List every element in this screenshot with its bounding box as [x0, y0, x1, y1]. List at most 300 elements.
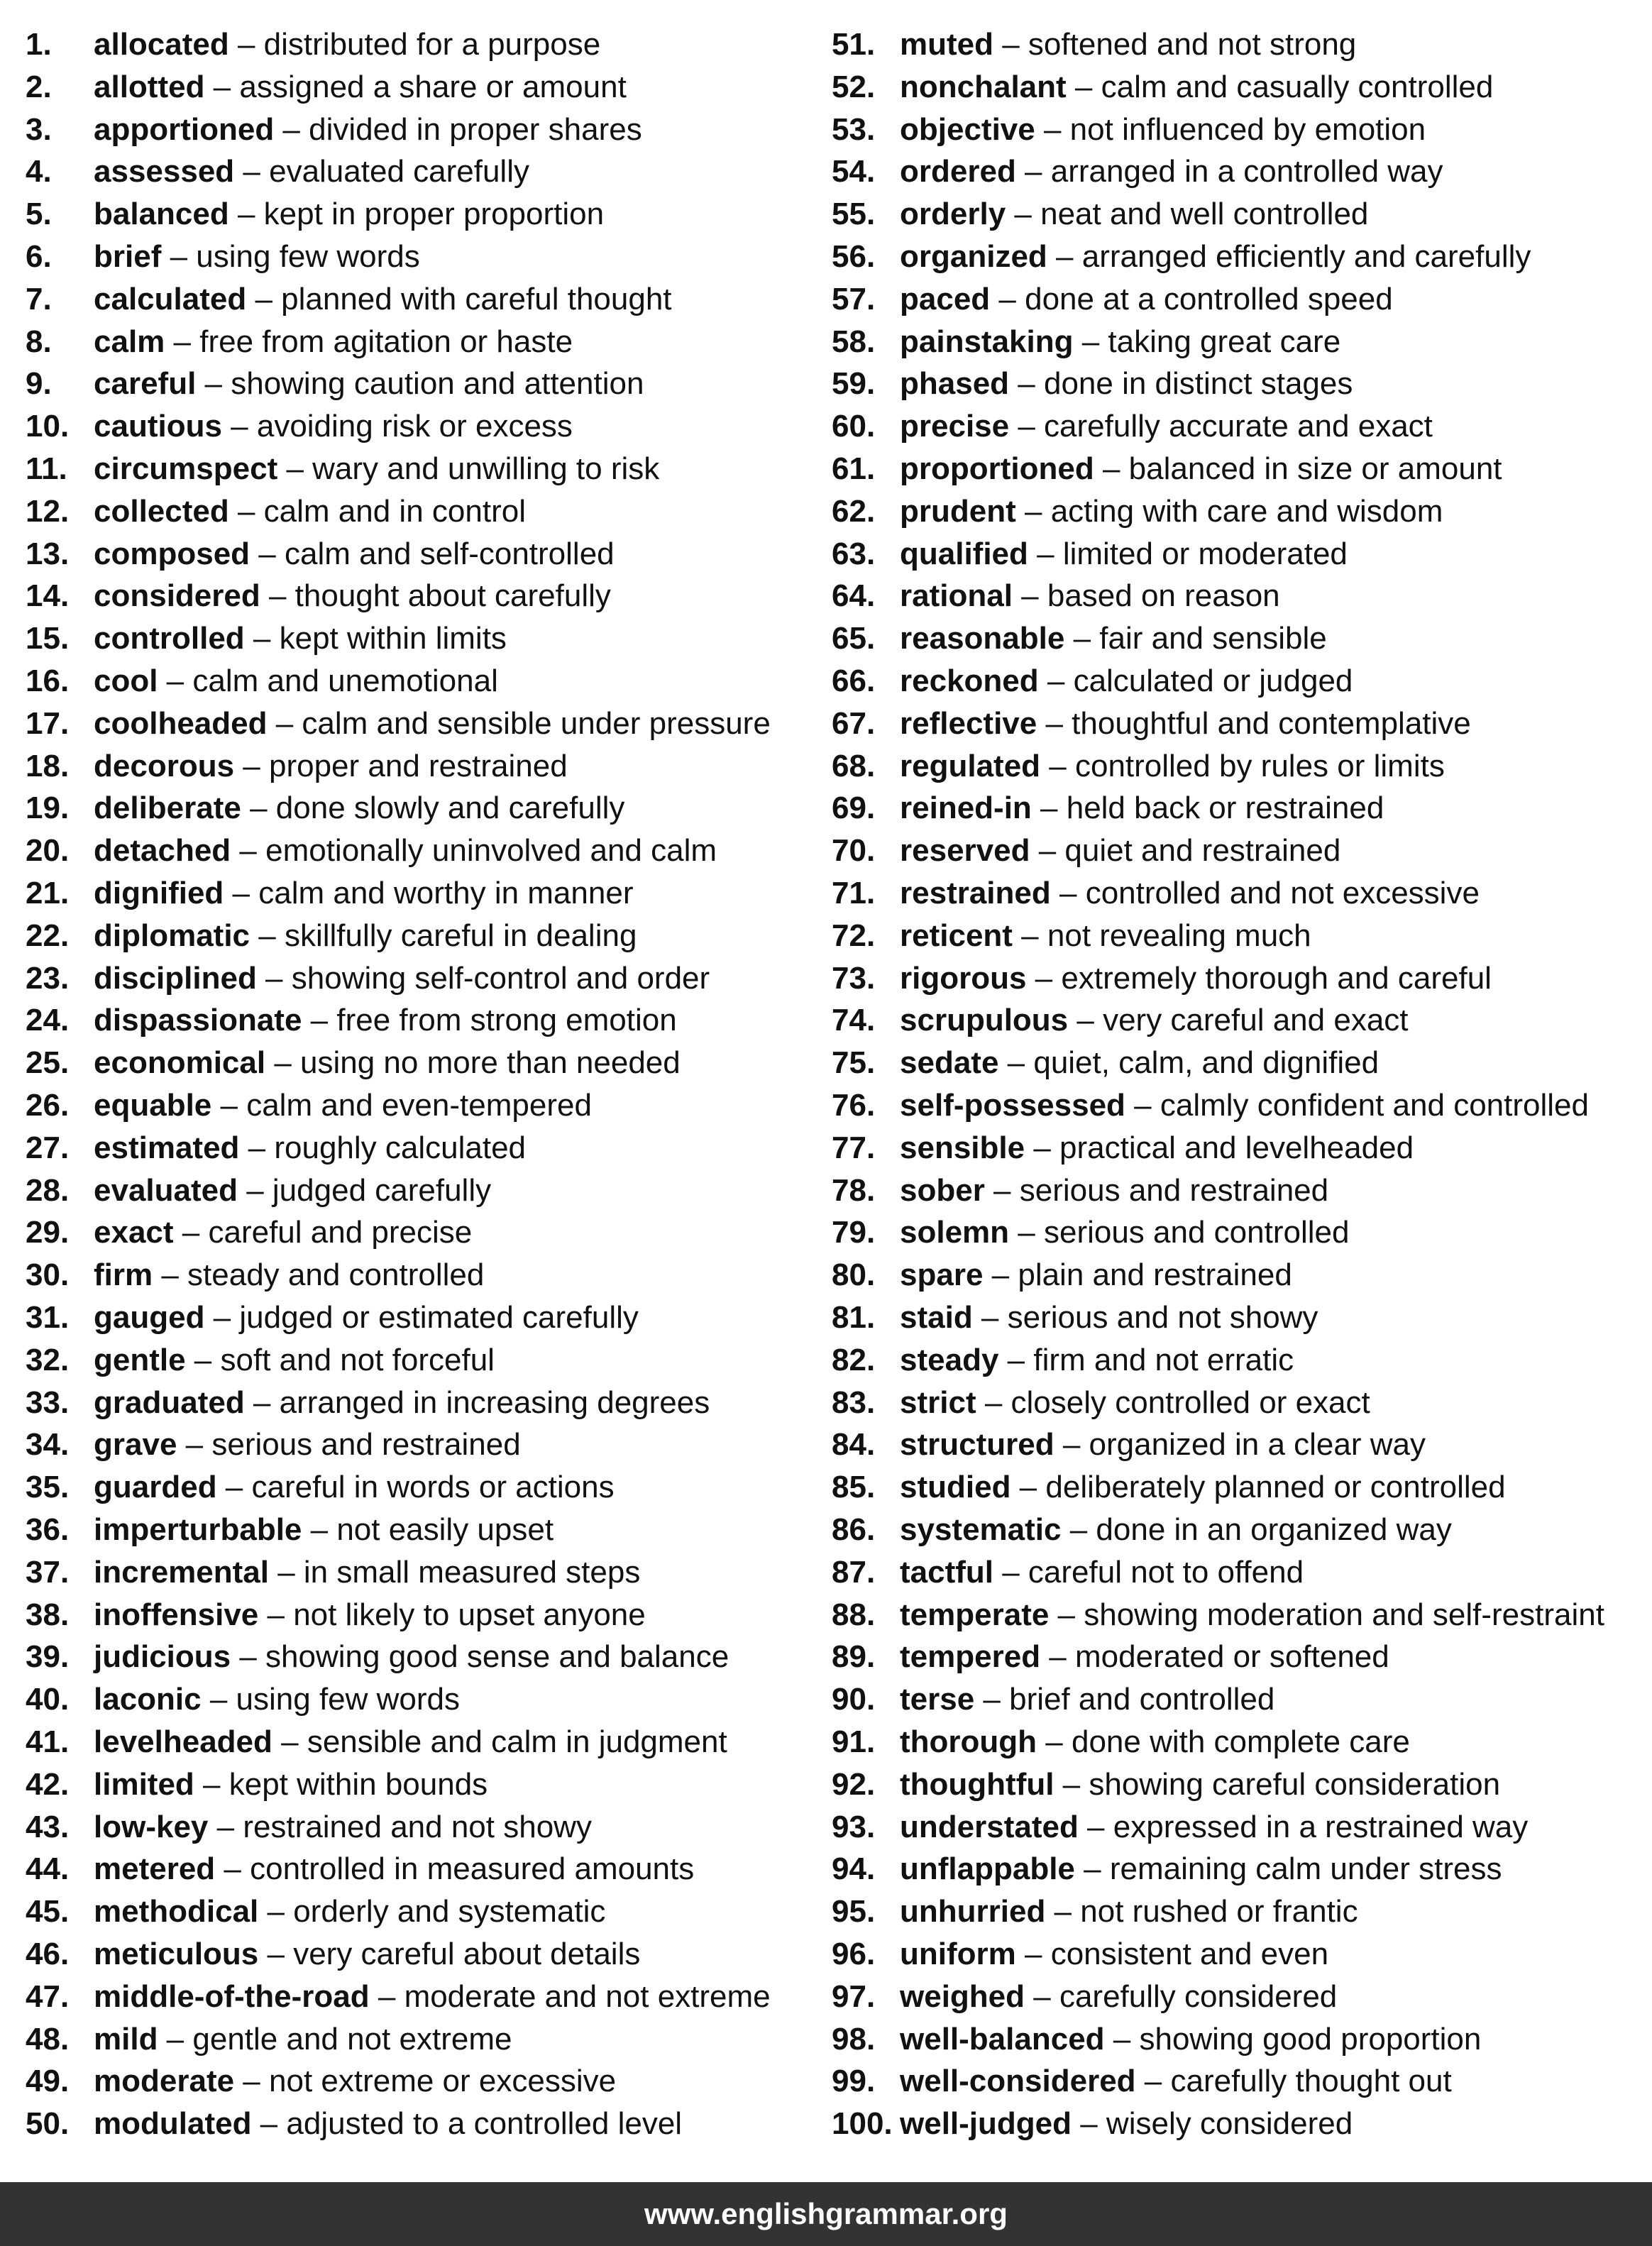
item-word: objective: [900, 111, 1035, 147]
item-separator: –: [267, 705, 302, 741]
item-word: gentle: [94, 1342, 186, 1377]
list-item: [26, 703, 771, 745]
item-separator: –: [972, 1300, 1008, 1335]
item-separator: –: [265, 1045, 301, 1081]
list-item: [832, 405, 1433, 448]
list-item: [26, 1211, 472, 1254]
item-definition: not extreme or excessive: [269, 2064, 617, 2099]
item-definition: expressed in a restrained way: [1113, 1809, 1529, 1844]
item-number: 62.: [832, 493, 876, 529]
item-definition: plain and restrained: [1018, 1257, 1292, 1293]
item-definition: done with complete care: [1071, 1724, 1410, 1759]
list-item: [26, 787, 624, 830]
item-number: 7.: [26, 281, 52, 316]
item-number: 26.: [26, 1088, 70, 1123]
item-number: 98.: [832, 2021, 876, 2057]
item-word: evaluated: [94, 1172, 238, 1208]
item-separator: –: [984, 1172, 1020, 1208]
item-number: 74.: [832, 1003, 876, 1038]
item-word: limited: [94, 1766, 194, 1802]
item-definition: carefully accurate and exact: [1044, 409, 1433, 444]
item-definition: emotionally uninvolved and calm: [265, 833, 717, 869]
item-definition: showing good proportion: [1139, 2021, 1482, 2057]
item-number: 64.: [832, 578, 876, 614]
item-separator: –: [1040, 748, 1075, 783]
item-definition: done in distinct stages: [1043, 366, 1353, 402]
item-word: qualified: [900, 536, 1028, 571]
item-definition: not influenced by emotion: [1069, 111, 1426, 147]
item-definition: gentle and not extreme: [192, 2021, 512, 2057]
item-separator: –: [1009, 366, 1044, 402]
list-item: [832, 1127, 1414, 1169]
list-item: [26, 1127, 526, 1169]
item-number: 77.: [832, 1130, 876, 1165]
item-number: 96.: [832, 1937, 876, 1971]
item-number: 37.: [26, 1554, 70, 1590]
item-number: 95.: [832, 1894, 876, 1930]
item-number: 22.: [26, 918, 70, 953]
item-number: 89.: [832, 1639, 876, 1675]
item-number: 56.: [832, 239, 876, 274]
list-item: [26, 109, 642, 151]
item-definition: moderate and not extreme: [404, 1978, 771, 2014]
item-number: 6.: [26, 239, 52, 274]
item-definition: extremely thorough and careful: [1061, 960, 1492, 996]
item-separator: –: [244, 1385, 280, 1420]
item-word: composed: [94, 536, 250, 571]
item-definition: showing caution and attention: [231, 366, 644, 402]
item-number: 27.: [26, 1130, 70, 1165]
item-word: coolheaded: [94, 705, 268, 741]
item-separator: –: [1015, 154, 1051, 189]
item-separator: –: [1104, 2021, 1140, 2057]
item-definition: organized in a clear way: [1089, 1427, 1426, 1463]
item-number: 70.: [832, 833, 876, 869]
item-number: 8.: [26, 324, 52, 359]
item-word: circumspect: [94, 451, 278, 486]
list-item: [832, 1763, 1500, 1806]
item-separator: –: [158, 664, 193, 698]
item-definition: not revealing much: [1047, 918, 1311, 953]
item-number: 31.: [26, 1300, 70, 1335]
item-separator: –: [1025, 1130, 1060, 1165]
item-separator: –: [231, 1639, 266, 1675]
item-word: terse: [900, 1682, 975, 1717]
list-item: [832, 575, 1280, 617]
item-number: 53.: [832, 111, 876, 147]
list-item: [832, 1169, 1328, 1212]
list-item: [832, 617, 1327, 660]
item-number: 93.: [832, 1809, 876, 1844]
item-number: 47.: [26, 1978, 70, 2014]
item-separator: –: [251, 2106, 287, 2142]
item-number: 38.: [26, 1597, 70, 1632]
list-item: [26, 405, 573, 448]
item-word: studied: [900, 1470, 1011, 1505]
item-number: 33.: [26, 1385, 70, 1420]
footer-url: www.englishgrammar.org: [644, 2197, 1008, 2230]
list-item: [26, 66, 627, 109]
item-number: 45.: [26, 1894, 70, 1930]
item-separator: –: [1078, 1809, 1113, 1844]
item-word: systematic: [900, 1512, 1062, 1547]
item-separator: –: [173, 1215, 209, 1250]
item-number: 97.: [832, 1978, 876, 2014]
item-word: meticulous: [94, 1937, 259, 1971]
item-word: regulated: [900, 748, 1041, 783]
list-item: [26, 490, 526, 533]
item-definition: in small measured steps: [303, 1554, 641, 1590]
item-number: 9.: [26, 366, 52, 402]
item-separator: –: [1066, 69, 1101, 104]
list-item: [832, 23, 1356, 66]
item-separator: –: [1040, 1639, 1075, 1675]
item-word: metered: [94, 1851, 216, 1887]
item-separator: –: [1035, 111, 1070, 147]
list-item: [832, 2060, 1452, 2103]
item-definition: kept within bounds: [228, 1766, 488, 1802]
item-separator: –: [990, 281, 1025, 316]
item-word: brief: [94, 239, 162, 274]
item-separator: –: [1011, 1470, 1046, 1505]
item-number: 67.: [832, 705, 876, 741]
item-definition: arranged in increasing degrees: [279, 1385, 710, 1420]
item-number: 94.: [832, 1851, 876, 1887]
list-item: [26, 150, 529, 193]
list-item: [26, 660, 498, 703]
item-definition: judged or estimated carefully: [239, 1300, 639, 1335]
list-item: [832, 745, 1445, 788]
item-number: 19.: [26, 791, 70, 826]
item-number: 83.: [832, 1385, 876, 1420]
list-item: [26, 1763, 488, 1806]
item-definition: showing moderation and self-restraint: [1084, 1597, 1604, 1632]
item-definition: using few words: [236, 1682, 461, 1717]
item-word: uniform: [900, 1937, 1016, 1971]
item-definition: avoiding risk or excess: [256, 409, 573, 444]
list-item: [26, 1424, 521, 1466]
item-word: collected: [94, 493, 229, 529]
item-word: methodical: [94, 1894, 259, 1930]
item-number: 65.: [832, 621, 876, 656]
item-number: 63.: [832, 536, 876, 571]
list-item: [26, 999, 677, 1042]
item-definition: adjusted to a controlled level: [286, 2106, 683, 2142]
list-item: [26, 915, 637, 957]
item-number: 10.: [26, 409, 70, 444]
list-item: [26, 957, 710, 1000]
item-word: diplomatic: [94, 918, 250, 953]
item-word: tempered: [900, 1639, 1041, 1675]
item-word: well-balanced: [900, 2021, 1105, 2057]
item-separator: –: [1061, 1512, 1096, 1547]
item-definition: done at a controlled speed: [1025, 281, 1393, 316]
item-separator: –: [1012, 918, 1047, 953]
item-word: mild: [94, 2021, 158, 2057]
item-word: firm: [94, 1257, 153, 1293]
item-word: reasonable: [900, 621, 1065, 656]
item-number: 81.: [832, 1300, 876, 1335]
item-word: self-possessed: [900, 1088, 1125, 1123]
list-item: [832, 2103, 1353, 2145]
item-word: calm: [94, 324, 165, 359]
item-separator: –: [268, 1554, 304, 1590]
item-word: muted: [900, 27, 993, 62]
item-separator: –: [153, 1257, 188, 1293]
item-number: 14.: [26, 578, 70, 614]
item-definition: moderated or softened: [1075, 1639, 1389, 1675]
item-number: 20.: [26, 833, 70, 869]
item-definition: calm and self-controlled: [284, 536, 615, 571]
list-item: [26, 1594, 646, 1636]
item-definition: brief and controlled: [1009, 1682, 1275, 1717]
item-number: 91.: [832, 1724, 876, 1759]
item-separator: –: [250, 918, 285, 953]
item-number: 42.: [26, 1766, 70, 1802]
item-number: 41.: [26, 1724, 70, 1759]
item-separator: –: [1050, 876, 1086, 910]
list-item: [832, 66, 1493, 109]
item-definition: skillfully careful in dealing: [284, 918, 637, 953]
list-item: [26, 1636, 729, 1678]
item-number: 79.: [832, 1215, 876, 1250]
item-definition: arranged in a controlled way: [1050, 154, 1443, 189]
item-word: middle-of-the-road: [94, 1978, 370, 2014]
list-item: [26, 363, 644, 405]
item-number: 12.: [26, 493, 70, 529]
item-definition: balanced in size or amount: [1128, 451, 1502, 486]
item-definition: judged carefully: [272, 1172, 492, 1208]
list-item: [26, 236, 420, 278]
item-word: imperturbable: [94, 1512, 302, 1547]
list-item: [26, 1084, 592, 1127]
item-word: assessed: [94, 154, 235, 189]
item-separator: –: [234, 2064, 269, 2099]
item-definition: serious and restrained: [1019, 1172, 1329, 1208]
item-word: moderate: [94, 2064, 235, 2099]
item-separator: –: [1028, 536, 1063, 571]
item-number: 46.: [26, 1937, 70, 1971]
item-number: 32.: [26, 1342, 70, 1377]
item-definition: firm and not erratic: [1033, 1342, 1294, 1377]
item-separator: –: [196, 366, 231, 402]
item-word: prudent: [900, 493, 1016, 529]
item-definition: soft and not forceful: [220, 1342, 495, 1377]
item-word: deliberate: [94, 791, 241, 826]
list-item: [26, 1297, 639, 1339]
item-definition: carefully thought out: [1170, 2064, 1452, 2099]
item-separator: –: [1031, 791, 1067, 826]
item-separator: –: [228, 27, 264, 62]
item-word: disciplined: [94, 960, 257, 996]
item-number: 59.: [832, 366, 876, 402]
list-item: [26, 193, 604, 236]
item-separator: –: [185, 1342, 221, 1377]
list-item: [26, 872, 633, 915]
item-word: paced: [900, 281, 991, 316]
item-word: strict: [900, 1385, 976, 1420]
item-number: 100.: [832, 2106, 893, 2142]
list-item: [832, 1297, 1318, 1339]
item-word: rational: [900, 578, 1013, 614]
item-word: steady: [900, 1342, 999, 1377]
item-word: unhurried: [900, 1894, 1046, 1930]
list-item: [832, 957, 1492, 1000]
item-number: 2.: [26, 69, 52, 104]
item-separator: –: [260, 578, 295, 614]
item-number: 48.: [26, 2021, 70, 2057]
item-definition: thought about carefully: [294, 578, 611, 614]
item-number: 86.: [832, 1512, 876, 1547]
item-separator: –: [1073, 324, 1108, 359]
item-number: 44.: [26, 1851, 70, 1887]
item-word: decorous: [94, 748, 235, 783]
item-word: graduated: [94, 1385, 245, 1420]
item-separator: –: [1125, 1088, 1160, 1123]
item-number: 51.: [832, 27, 876, 62]
item-word: gauged: [94, 1300, 205, 1335]
item-number: 92.: [832, 1766, 876, 1802]
item-separator: –: [256, 960, 292, 996]
item-separator: –: [302, 1003, 337, 1038]
item-definition: serious and not showy: [1007, 1300, 1318, 1335]
list-item: [832, 321, 1340, 363]
item-number: 99.: [832, 2064, 876, 2099]
item-definition: controlled by rules or limits: [1074, 748, 1445, 783]
item-separator: –: [204, 69, 240, 104]
list-item: [26, 448, 659, 490]
item-definition: not likely to upset anyone: [293, 1597, 646, 1632]
list-item: [832, 1890, 1358, 1933]
list-item: [832, 1466, 1506, 1509]
item-separator: –: [998, 1045, 1034, 1081]
list-item: [832, 660, 1353, 703]
item-separator: –: [231, 833, 266, 869]
item-number: 75.: [832, 1045, 876, 1081]
item-definition: evaluated carefully: [269, 154, 529, 189]
list-item: [832, 363, 1353, 405]
list-item: [832, 1933, 1328, 1976]
item-number: 66.: [832, 664, 876, 698]
item-definition: fair and sensible: [1099, 621, 1327, 656]
item-word: considered: [94, 578, 260, 614]
item-number: 24.: [26, 1003, 70, 1038]
item-separator: –: [272, 1724, 307, 1759]
list-item: [832, 703, 1471, 745]
item-number: 35.: [26, 1470, 70, 1505]
item-number: 21.: [26, 876, 70, 910]
item-separator: –: [208, 1809, 243, 1844]
list-item: [26, 1169, 491, 1212]
list-item: [832, 872, 1480, 915]
item-definition: free from strong emotion: [336, 1003, 677, 1038]
item-separator: –: [234, 748, 269, 783]
list-item: [26, 1890, 605, 1933]
item-separator: –: [274, 111, 309, 147]
item-separator: –: [1006, 197, 1041, 232]
item-separator: –: [158, 2021, 193, 2057]
item-definition: very careful and exact: [1103, 1003, 1409, 1038]
item-word: apportioned: [94, 111, 275, 147]
item-definition: quiet, calm, and dignified: [1033, 1045, 1380, 1081]
item-word: nonchalant: [900, 69, 1067, 104]
item-word: ordered: [900, 154, 1016, 189]
item-word: thoughtful: [900, 1766, 1054, 1802]
item-definition: controlled in measured amounts: [250, 1851, 695, 1887]
item-number: 60.: [832, 409, 876, 444]
item-word: organized: [900, 239, 1047, 274]
item-separator: –: [998, 1342, 1034, 1377]
item-word: proportioned: [900, 451, 1094, 486]
item-separator: –: [1054, 1766, 1089, 1802]
item-definition: calm and in control: [263, 493, 526, 529]
item-separator: –: [246, 281, 282, 316]
item-separator: –: [201, 1682, 236, 1717]
item-separator: –: [258, 1597, 294, 1632]
item-number: 15.: [26, 621, 70, 656]
item-definition: steady and controlled: [187, 1257, 485, 1293]
list-item: [832, 1042, 1379, 1084]
list-item: [832, 1382, 1370, 1424]
list-item: [26, 23, 600, 66]
item-word: weighed: [900, 1978, 1025, 2014]
item-definition: calm and unemotional: [192, 664, 498, 698]
item-separator: –: [1037, 1724, 1072, 1759]
list-item: [26, 1678, 460, 1721]
list-item: [832, 1721, 1410, 1763]
item-separator: –: [1045, 1894, 1081, 1930]
list-item: [832, 1848, 1502, 1890]
item-word: reined-in: [900, 791, 1032, 826]
item-number: 1.: [26, 27, 52, 62]
item-separator: –: [1047, 239, 1082, 274]
item-word: cautious: [94, 409, 222, 444]
item-word: well-considered: [900, 2064, 1136, 2099]
item-definition: taking great care: [1108, 324, 1341, 359]
item-definition: serious and controlled: [1043, 1215, 1350, 1250]
item-word: rigorous: [900, 960, 1027, 996]
item-number: 61.: [832, 451, 876, 486]
item-number: 90.: [832, 1682, 876, 1717]
item-number: 85.: [832, 1470, 876, 1505]
item-number: 82.: [832, 1342, 876, 1377]
list-item: [832, 490, 1443, 533]
item-definition: kept within limits: [279, 621, 507, 656]
item-separator: –: [228, 197, 264, 232]
list-item: [26, 617, 507, 660]
item-definition: calculated or judged: [1073, 664, 1353, 698]
item-separator: –: [1026, 960, 1062, 996]
item-number: 17.: [26, 705, 70, 741]
item-definition: controlled and not excessive: [1085, 876, 1480, 910]
list-item: [26, 1551, 640, 1594]
item-word: phased: [900, 366, 1010, 402]
item-separator: –: [237, 1172, 272, 1208]
list-item: [832, 1254, 1292, 1297]
item-number: 50.: [26, 2106, 70, 2142]
item-number: 49.: [26, 2064, 70, 2099]
item-separator: –: [250, 536, 285, 571]
item-definition: quiet and restrained: [1064, 833, 1341, 869]
list-item: [26, 830, 717, 872]
item-word: solemn: [900, 1215, 1010, 1250]
item-number: 11.: [26, 451, 67, 486]
list-item: [26, 1806, 592, 1849]
list-item: [832, 1551, 1304, 1594]
list-item: [832, 2018, 1481, 2061]
item-word: temperate: [900, 1597, 1050, 1632]
item-word: allotted: [94, 69, 205, 104]
